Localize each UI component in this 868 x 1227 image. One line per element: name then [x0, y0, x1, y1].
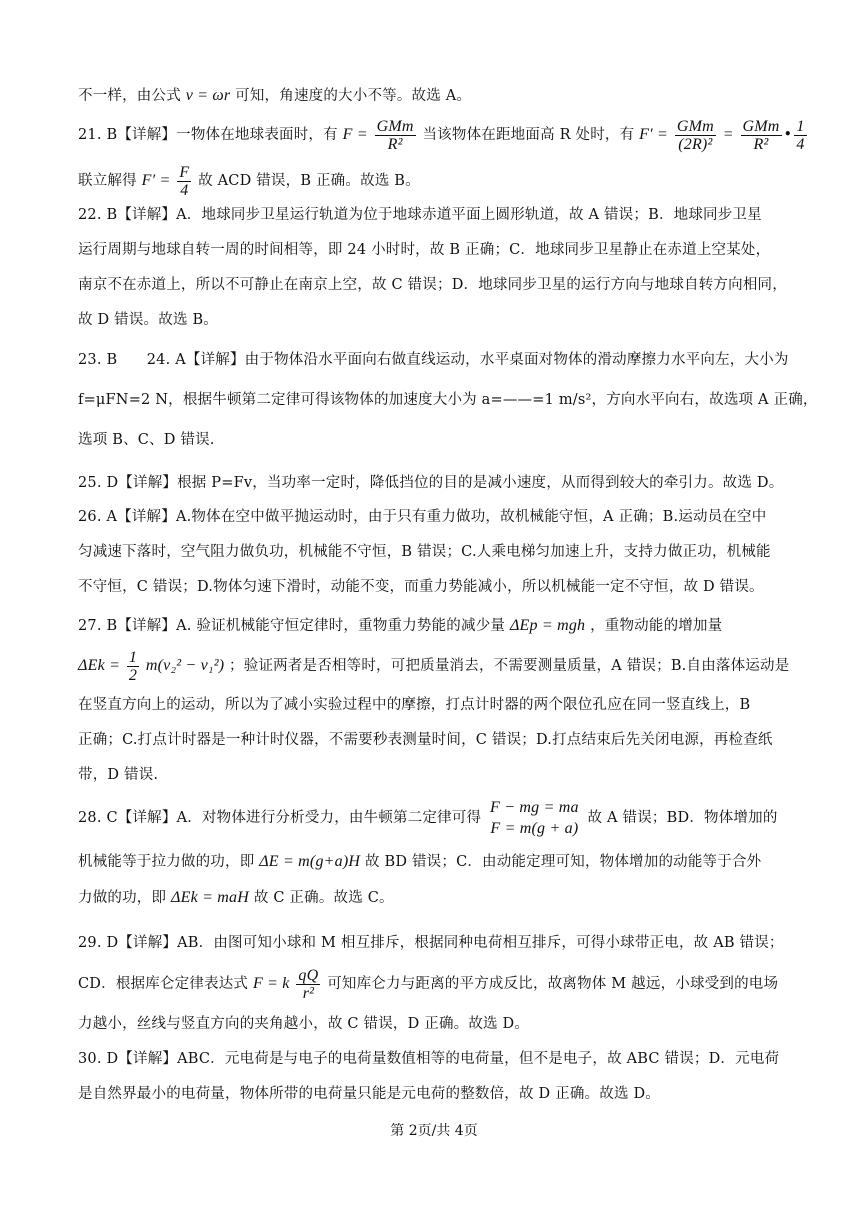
fraction: $\frac{F}{4}$: [179, 163, 190, 199]
formula: =: [722, 126, 734, 143]
fraction: $\frac{qQ}{\text{r²}}$: [298, 966, 319, 1002]
paragraph-20-tail: [78, 78, 790, 114]
formula: ΔEp = mgh: [509, 617, 586, 634]
formula: ΔEk = maH: [171, 889, 249, 906]
question-22: 22. B【详解】A．地球同步卫星运行轨道为位于地球赤道平面上圆形轨道，故 A 错误；B．地球同步卫星 运行周期与地球自转一周的时间相等，即 24 小时时，故 B 正确；C．地球同步卫星静止在赤道上空某处， 南京不在赤道上，所以不可静止在南京上空，故 C 错误；D．地球同步卫星的运行方向与地球自转方向相同， 故 D 错误。故选 B。: [78, 207, 787, 328]
question-28: 28. C【详解】A．对物体进行分析受力，由牛顿第二定律可得 F − mg = ma F = m(g + a) 故 A 错误；BD．物体增加的 机械能等于拉力做的功，即 ΔE = m(g+a)H 故 BD 错误；C．由动能定理可知，物体增加的动能等于合外 力做的功，即 ΔEk = maH 故 C 正确。故选 C。: [78, 799, 778, 906]
question-21: 21. B【详解】一物体在地球表面时，有 F = $\frac{\text{GMm}}{\text{R²}}$ 当该物体在距地面高 R 处时，有 F′ = $\frac{\text{GMm}}{\text{(2R)²}}$ = $\frac{\text{GMm}}{\text{R²}}$ • $\frac{1}{4}$ 联立解得 F′ = $\frac{F}{4}$ 故 ACD 错误，B 正确。故选 B。: [78, 117, 805, 199]
text: 不一样，由公式: [78, 88, 181, 104]
formula: m(v₂² − v₁²): [145, 657, 225, 674]
text: 故 ACD 错误，B 正确。故选 B。: [198, 173, 420, 189]
text: 当该物体在距地面高 R 处时，有: [422, 127, 635, 143]
formula: ΔEk =: [78, 657, 121, 674]
formula: ΔE = m(g+a)H: [259, 853, 361, 870]
text: 可知，角速度的大小不等。故选 A。: [235, 88, 472, 104]
text: 21. B【详解】一物体在地球表面时，有: [78, 127, 338, 143]
formula: F =: [342, 126, 368, 143]
fraction: $\frac{\text{GMm}}{\text{R²}}$: [376, 117, 414, 153]
formula: v = ωr: [185, 87, 231, 104]
fraction: $\frac{\text{GMm}}{\text{(2R)²}}$: [676, 117, 714, 153]
formula: F′ =: [141, 172, 171, 189]
page-number: 第 2页/共 4页: [390, 1123, 478, 1139]
text: 联立解得: [78, 173, 137, 189]
question-25: 25. D【详解】根据 P=Fv，当功率一定时，降低挡位的目的是减小速度，从而得到较大的牵引力。故选 D。: [78, 475, 784, 491]
question-26: 26. A【详解】A.物体在空中做平抛运动时，由于只有重力做功，故机械能守恒，A 正确；B.运动员在空中 匀减速下落时，空气阻力做负功，机械能不守恒，B 错误；C.人乘电梯匀加速上升，支持力做正功，机械能 不守恒，C 错误；D.物体匀速下滑时，动能不变，而重力势能减小，所以机械能一定不守恒，故 D 错误。: [78, 509, 771, 595]
fraction: $\frac{\text{GMm}}{\text{R²}}$: [742, 117, 780, 153]
fraction: $\frac{1}{4}$: [796, 117, 805, 153]
fraction: $\frac{1}{2}$: [128, 648, 138, 684]
equation-system: F − mg = ma F = m(g + a): [490, 799, 579, 837]
question-27: 27. B【详解】A. 验证机械能守恒定律时，重物重力势能的减少量 ΔEp = mgh ，重物动能的增加量 ΔEk = $\frac{1}{2}$ m(v₂² − v₁²) ；验证两者是否相等时，可把质量消去，不需要测量质量，A 错误；B.自由落体运动是 在竖直方向上的运动，所以为了减小实验过程中的摩擦，打点计时器的两个限位孔应在同一竖直线上，B 正确；C.打点计时器是一种计时仪器，不需要秒表测量时间，C 错误；D.打点结束后先关闭电源，再检查纸 带，D 错误.: [78, 617, 790, 783]
question-23-24: 23. B 24. A【详解】由于物体沿水平面向右做直线运动，水平桌面对物体的滑动摩擦力水平向左，大小为 f=μFN=2 N，根据牛顿第二定律可得该物体的加速度大小为 a=——=1 m/s²，方向水平向右，故选项 A 正确， 选项 B、C、D 错误.: [78, 352, 818, 448]
question-30: 30. D【详解】ABC．元电荷是与电子的电荷量数值相等的电荷量，但不是电子，故 ABC 错误；D．元电荷 是自然界最小的电荷量，物体所带的电荷量只能是元电荷的整数倍，故 D 正确。故选 D。: [78, 1051, 780, 1102]
formula: F′ =: [639, 126, 669, 143]
formula: F = k: [252, 975, 290, 992]
question-29: 29. D【详解】AB．由图可知小球和 M 相互排斥，根据同种电荷相互排斥，可得小球带正电，故 AB 错误； CD．根据库仑定律表达式 F = k $\frac{qQ}{\text{r²}}$ 可知库仑力与距离的平方成反比，故离物体 M 越远，小球受到的电场 力越小，丝线与竖直方向的夹角越小，故 C 错误，D 正确。故选 D。: [78, 935, 784, 1032]
